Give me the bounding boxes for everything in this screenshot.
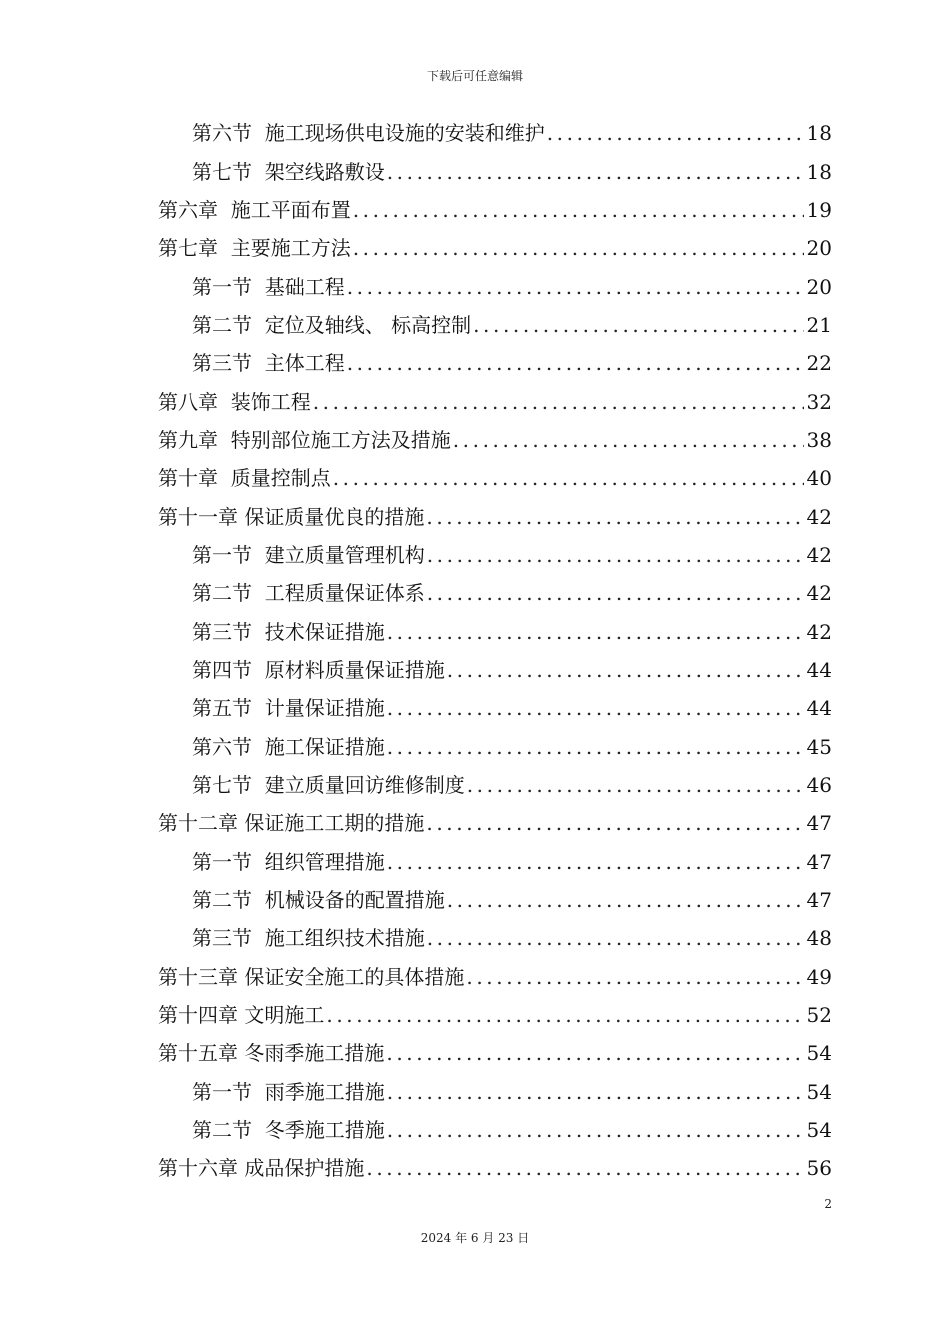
toc-entry-label: 第十四章 文明施工 bbox=[158, 1003, 325, 1028]
toc-dot-leader bbox=[426, 811, 803, 835]
toc-entry-section[interactable] bbox=[158, 344, 832, 382]
toc-entry-label: 第十三章 保证安全施工的具体措施 bbox=[158, 964, 465, 989]
toc-entry-page: 22 bbox=[806, 351, 832, 376]
toc-entry-label: 第二节 定位及轴线、 标高控制 bbox=[192, 312, 472, 337]
toc-entry-label: 第五节 计量保证措施 bbox=[192, 696, 385, 721]
toc-entry-label: 第七节 建立质量回访维修制度 bbox=[192, 773, 465, 798]
toc-dot-leader bbox=[313, 390, 804, 414]
toc-dot-leader bbox=[387, 850, 804, 874]
toc-entry-label: 第三节 施工组织技术措施 bbox=[192, 926, 425, 951]
toc-entry-section[interactable] bbox=[158, 152, 832, 190]
toc-entry-page: 47 bbox=[806, 811, 832, 836]
toc-entry-page: 38 bbox=[806, 427, 832, 452]
toc-dot-leader bbox=[387, 1118, 804, 1142]
toc-entry-label: 第八章 装饰工程 bbox=[158, 389, 311, 414]
toc-entry-page: 45 bbox=[806, 734, 832, 759]
toc-dot-leader bbox=[347, 351, 804, 375]
toc-dot-leader bbox=[387, 735, 804, 759]
toc-entry-page: 56 bbox=[806, 1156, 832, 1181]
toc-entry-section[interactable] bbox=[158, 267, 832, 305]
toc-entry-section[interactable] bbox=[158, 306, 832, 344]
toc-entry-chapter[interactable] bbox=[158, 1034, 832, 1072]
toc-entry-label: 第一节 建立质量管理机构 bbox=[192, 542, 425, 567]
toc-entry-chapter[interactable] bbox=[158, 958, 832, 996]
toc-entry-label: 第六节 施工保证措施 bbox=[192, 734, 385, 759]
toc-entry-page: 47 bbox=[806, 849, 832, 874]
toc-entry-label: 第十二章 保证施工工期的措施 bbox=[158, 811, 425, 836]
toc-entry-section[interactable] bbox=[158, 536, 832, 574]
toc-entry-page: 44 bbox=[806, 696, 832, 721]
toc-dot-leader bbox=[427, 543, 804, 567]
table-of-contents bbox=[158, 114, 832, 1188]
toc-entry-page: 42 bbox=[806, 581, 832, 606]
toc-entry-label: 第九章 特别部位施工方法及措施 bbox=[158, 427, 451, 452]
toc-entry-label: 第一节 雨季施工措施 bbox=[192, 1079, 385, 1104]
toc-entry-section[interactable] bbox=[158, 881, 832, 919]
toc-entry-page: 44 bbox=[806, 657, 832, 682]
toc-entry-label: 第六节 施工现场供电设施的安装和维护 bbox=[192, 121, 545, 146]
toc-entry-label: 第七章 主要施工方法 bbox=[158, 236, 351, 261]
toc-entry-page: 32 bbox=[806, 389, 832, 414]
toc-entry-section[interactable] bbox=[158, 843, 832, 881]
toc-entry-page: 19 bbox=[806, 197, 832, 222]
toc-entry-page: 20 bbox=[806, 236, 832, 261]
toc-entry-chapter[interactable] bbox=[158, 459, 832, 497]
page-header: 下载后可任意编辑 bbox=[426, 69, 523, 83]
toc-dot-leader bbox=[467, 773, 804, 797]
toc-entry-page: 18 bbox=[806, 159, 832, 184]
toc-dot-leader bbox=[353, 236, 804, 260]
toc-entry-page: 54 bbox=[806, 1041, 832, 1066]
toc-dot-leader bbox=[447, 888, 804, 912]
toc-entry-label: 第三节 技术保证措施 bbox=[192, 619, 385, 644]
toc-entry-chapter[interactable] bbox=[158, 382, 832, 420]
toc-entry-page: 42 bbox=[806, 619, 832, 644]
toc-dot-leader bbox=[473, 313, 803, 337]
toc-entry-chapter[interactable] bbox=[158, 804, 832, 842]
toc-entry-section[interactable] bbox=[158, 766, 832, 804]
toc-entry-chapter[interactable] bbox=[158, 191, 832, 229]
toc-entry-page: 54 bbox=[806, 1079, 832, 1104]
toc-dot-leader bbox=[387, 160, 804, 184]
toc-entry-label: 第一节 基础工程 bbox=[192, 274, 345, 299]
toc-entry-label: 第四节 原材料质量保证措施 bbox=[192, 657, 445, 682]
toc-entry-page: 47 bbox=[806, 888, 832, 913]
toc-entry-chapter[interactable] bbox=[158, 421, 832, 459]
toc-dot-leader bbox=[387, 696, 804, 720]
toc-entry-section[interactable] bbox=[158, 689, 832, 727]
toc-dot-leader bbox=[447, 658, 804, 682]
toc-entry-label: 第十五章 冬雨季施工措施 bbox=[158, 1041, 385, 1066]
toc-entry-page: 48 bbox=[806, 926, 832, 951]
toc-dot-leader bbox=[547, 121, 804, 145]
toc-entry-label: 第二节 机械设备的配置措施 bbox=[192, 888, 445, 913]
toc-entry-label: 第二节 工程质量保证体系 bbox=[192, 581, 425, 606]
toc-entry-page: 18 bbox=[806, 121, 832, 146]
toc-entry-page: 49 bbox=[806, 964, 832, 989]
toc-entry-section[interactable] bbox=[158, 114, 832, 152]
toc-entry-label: 第三节 主体工程 bbox=[192, 351, 345, 376]
toc-entry-label: 第十一章 保证质量优良的措施 bbox=[158, 504, 425, 529]
toc-entry-page: 46 bbox=[806, 773, 832, 798]
toc-entry-page: 42 bbox=[806, 542, 832, 567]
toc-entry-label: 第一节 组织管理措施 bbox=[192, 849, 385, 874]
toc-entry-page: 42 bbox=[806, 504, 832, 529]
toc-entry-page: 21 bbox=[806, 312, 832, 337]
toc-entry-section[interactable] bbox=[158, 1073, 832, 1111]
page-number: 2 bbox=[824, 1197, 832, 1211]
toc-entry-chapter[interactable] bbox=[158, 229, 832, 267]
toc-dot-leader bbox=[453, 428, 804, 452]
toc-entry-label: 第十六章 成品保护措施 bbox=[158, 1156, 365, 1181]
toc-dot-leader bbox=[333, 466, 804, 490]
toc-dot-leader bbox=[387, 1080, 804, 1104]
toc-dot-leader bbox=[386, 1041, 803, 1065]
toc-entry-section[interactable] bbox=[158, 728, 832, 766]
toc-dot-leader bbox=[427, 581, 804, 605]
toc-entry-page: 52 bbox=[806, 1003, 832, 1028]
toc-dot-leader bbox=[427, 926, 804, 950]
toc-entry-section[interactable] bbox=[158, 919, 832, 957]
toc-dot-leader bbox=[366, 1156, 803, 1180]
toc-dot-leader bbox=[466, 965, 803, 989]
toc-entry-chapter[interactable] bbox=[158, 1149, 832, 1187]
toc-entry-page: 40 bbox=[806, 466, 832, 491]
toc-dot-leader bbox=[353, 198, 804, 222]
toc-entry-section[interactable] bbox=[158, 1111, 832, 1149]
toc-entry-section[interactable] bbox=[158, 651, 832, 689]
toc-entry-label: 第二节 冬季施工措施 bbox=[192, 1118, 385, 1143]
toc-dot-leader bbox=[326, 1003, 803, 1027]
toc-entry-label: 第六章 施工平面布置 bbox=[158, 197, 351, 222]
toc-entry-label: 第七节 架空线路敷设 bbox=[192, 159, 385, 184]
toc-entry-section[interactable] bbox=[158, 612, 832, 650]
toc-entry-chapter[interactable] bbox=[158, 996, 832, 1034]
toc-dot-leader bbox=[387, 620, 804, 644]
toc-dot-leader bbox=[426, 505, 803, 529]
toc-entry-section[interactable] bbox=[158, 574, 832, 612]
toc-entry-page: 54 bbox=[806, 1118, 832, 1143]
toc-entry-chapter[interactable] bbox=[158, 497, 832, 535]
toc-entry-label: 第十章 质量控制点 bbox=[158, 466, 331, 491]
toc-entry-page: 20 bbox=[806, 274, 832, 299]
toc-dot-leader bbox=[347, 275, 804, 299]
page-footer-date: 2024 年 6 月 23 日 bbox=[420, 1231, 530, 1245]
